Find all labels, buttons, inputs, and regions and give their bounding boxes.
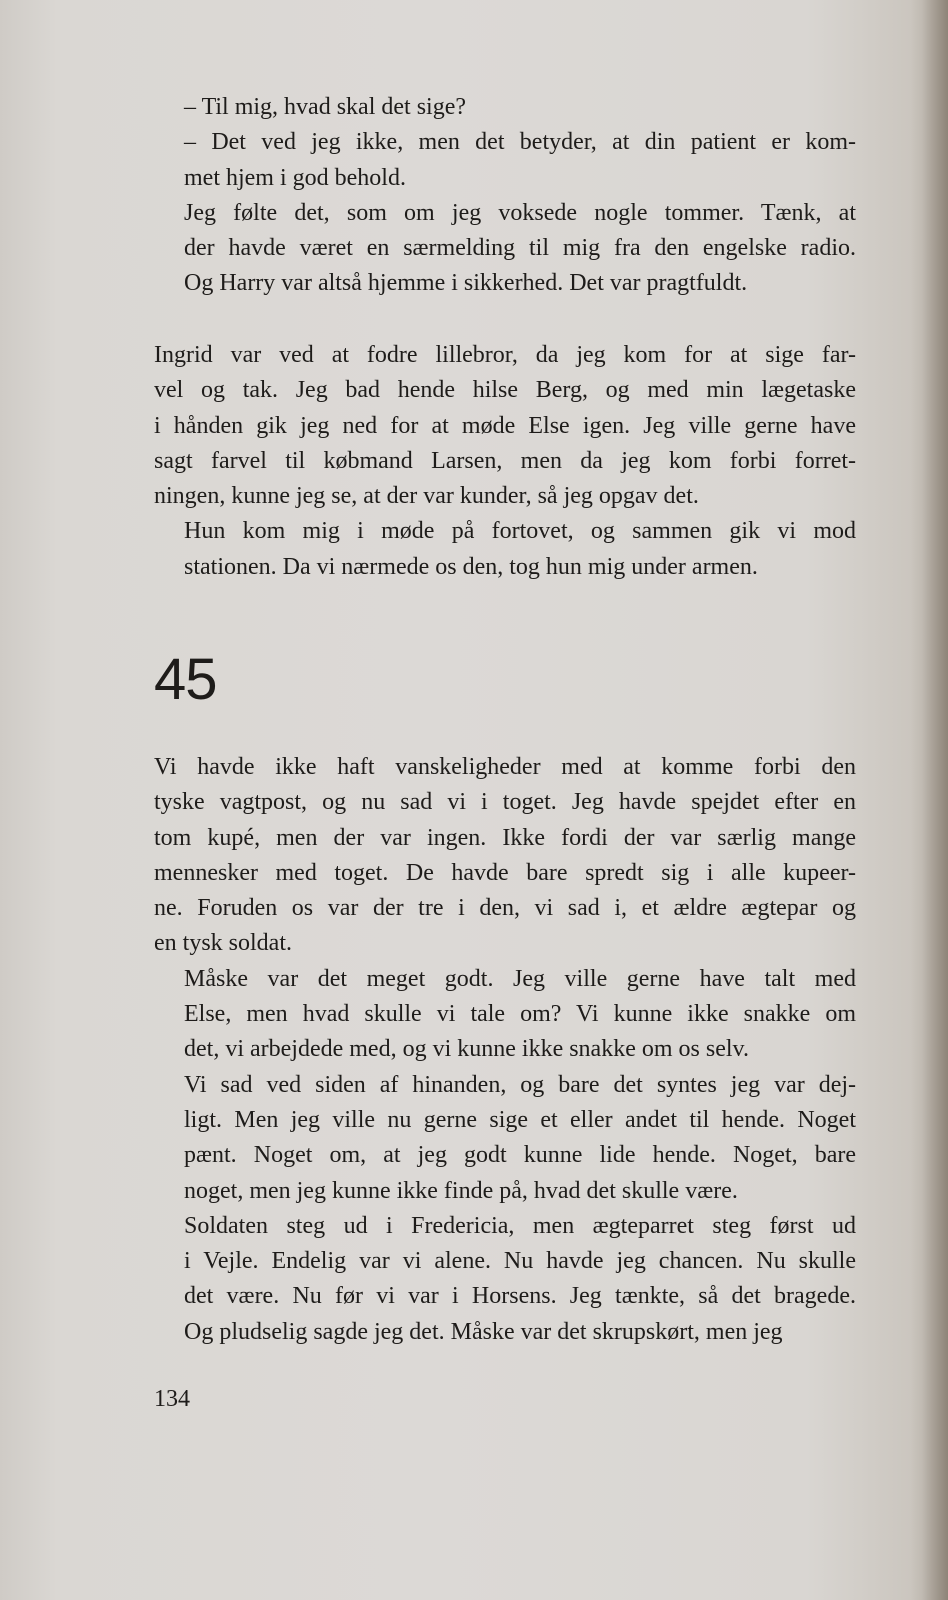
page-number: 134 (154, 1386, 190, 1412)
text-line: Hun kom mig i møde på fortovet, og sammen gik vi mod (184, 518, 856, 545)
paragraph (154, 514, 856, 585)
text-line: Og pludselig sagde jeg det. Måske var det skrupskørt, men jeg (184, 1318, 783, 1345)
text-line: Soldaten steg ud i Fredericia, men ægteparret steg først ud (184, 1212, 856, 1239)
text-line: ligt. Men jeg ville nu gerne sige et eller andet til hende. Noget (184, 1106, 856, 1133)
text-line: Ingrid var ved at fodre lillebror, da jeg kom for at sige far- (154, 342, 856, 368)
page-edge-shadow (922, 0, 948, 1600)
text-line: – Det ved jeg ikke, men det betyder, at din patient er kom- (184, 129, 856, 156)
text-line: noget, men jeg kunne ikke finde på, hvad det skulle være. (184, 1177, 738, 1204)
text-line: stationen. Da vi nærmede os den, tog hun mig under armen. (184, 553, 758, 580)
text-line: ne. Foruden os var der tre i den, vi sad i, et ældre ægtepar og (154, 895, 856, 922)
paragraph (154, 750, 856, 962)
text-line: tom kupé, men der var ingen. Ikke fordi der var særlig mange (154, 824, 856, 851)
text-line: det være. Nu før vi var i Horsens. Jeg tænkte, så det bragede. (184, 1283, 856, 1310)
text-line: i hånden gik jeg ned for at møde Else igen. Jeg ville gerne have (154, 412, 856, 439)
paragraph (154, 1068, 856, 1209)
text-line: sagt farvel til købmand Larsen, men da jeg kom forbi forret- (154, 447, 856, 474)
text-line: en tysk soldat. (154, 930, 292, 957)
text-line: der havde været en særmelding til mig fra den engelske radio. (184, 235, 856, 262)
text-line: – Til mig, hvad skal det sige? (184, 94, 466, 120)
text-line: mennesker med toget. De havde bare spredt sig i alle kupeer- (154, 859, 856, 886)
text-line: met hjem i god behold. (184, 164, 406, 191)
paragraph (154, 196, 856, 302)
text-line: Og Harry var altså hjemme i sikkerhed. Det var pragtfuldt. (184, 270, 748, 297)
text-section-3 (154, 750, 856, 1350)
text-line: ningen, kunne jeg se, at der var kunder, så jeg opgav det. (154, 483, 699, 510)
paragraph (154, 338, 856, 514)
text-line: Vi sad ved siden af hinanden, og bare det syntes jeg var dej- (184, 1071, 856, 1098)
text-line: Jeg følte det, som om jeg voksede nogle tommer. Tænk, at (184, 199, 856, 226)
text-section-1 (154, 90, 856, 302)
paragraph (154, 1209, 856, 1350)
text-line: Måske var det meget godt. Jeg ville gerne have talt med (184, 965, 856, 992)
text-line: det, vi arbejdede med, og vi kunne ikke snakke om os selv. (184, 1036, 749, 1063)
text-line: pænt. Noget om, at jeg godt kunne lide hende. Noget, bare (184, 1142, 856, 1169)
paragraph (154, 125, 856, 196)
text-section-2 (154, 338, 856, 585)
chapter-number: 45 (154, 647, 217, 712)
text-line: vel og tak. Jeg bad hende hilse Berg, og med min lægetaske (154, 377, 856, 404)
text-line: tyske vagtpost, og nu sad vi i toget. Jeg havde spejdet efter en (154, 789, 856, 816)
paragraph (154, 90, 856, 125)
text-line: i Vejle. Endelig var vi alene. Nu havde jeg chancen. Nu skulle (184, 1248, 856, 1275)
text-line: Else, men hvad skulle vi tale om? Vi kunne ikke snakke om (184, 1001, 856, 1028)
text-line: Vi havde ikke haft vanskeligheder med at komme forbi den (154, 754, 856, 780)
paragraph (154, 962, 856, 1068)
